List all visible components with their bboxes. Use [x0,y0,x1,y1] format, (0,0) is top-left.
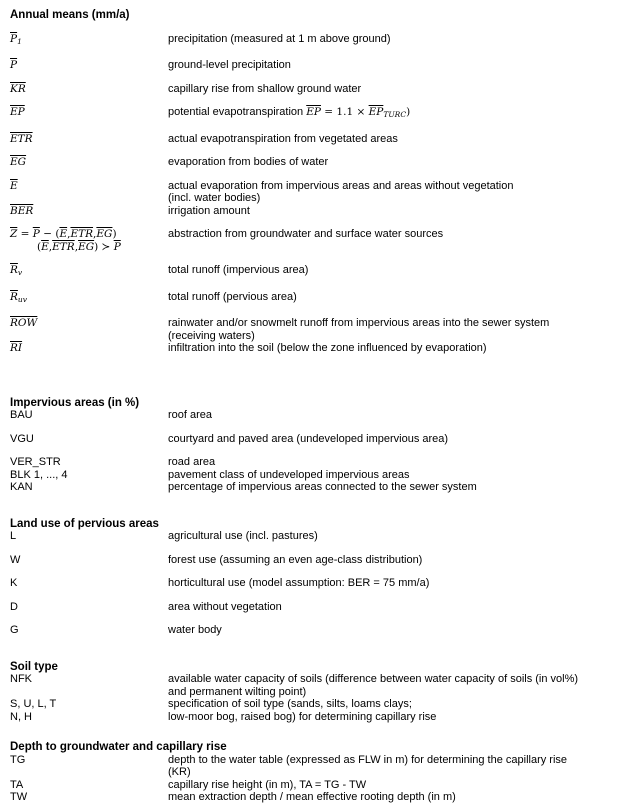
text-token: capillary rise height (in m), TA = TG - TW [168,778,367,791]
section-heading: Land use of pervious areas [10,517,159,530]
text-line [10,156,168,169]
description-cell [168,469,618,482]
text-line [10,59,168,72]
legend-row [10,156,618,169]
text-token: NFK [10,673,32,685]
text-token: K [10,577,18,589]
text-line [168,766,618,779]
text-token: infiltration into the soil (below the zone influenced by evaporation) [168,342,487,354]
math-token: $\overline{P}$ [113,240,121,253]
section-heading: Impervious areas (in %) [10,396,140,409]
math-token: $\overline{E}$ [41,240,49,253]
symbol-cell [10,577,168,590]
description-cell [168,317,618,342]
math-token: ( [37,240,42,253]
text-line [168,456,618,469]
math-token: $\overline{P}$ [10,59,18,71]
legend-row [10,106,618,122]
math-token: , [93,228,97,240]
symbol-cell [10,180,168,193]
math-token: $\overline{R}$ [10,264,18,276]
math-token: , [67,228,71,240]
math-token: $\overline{RI}$ [10,342,23,354]
text-token: courtyard and paved area (undeveloped impervious area) [168,432,449,445]
legend-row [10,754,618,779]
text-line [10,711,168,724]
symbol-cell [10,106,168,119]
text-line [10,291,168,307]
text-line [10,205,168,218]
symbol-cell [10,59,168,72]
symbol-cell [10,530,168,543]
legend-row [10,264,618,280]
description-cell [168,433,618,446]
text-line [168,673,618,686]
description-cell [168,342,618,355]
symbol-cell [10,342,168,355]
math-token: $\overline{KR}$ [10,82,26,95]
legend-row [10,601,618,614]
symbol-cell [10,264,168,280]
legend-row [10,342,618,355]
legend-sections [10,9,618,804]
text-token: W [10,553,21,566]
legend-row [10,711,618,724]
symbol-cell [10,779,168,792]
text-token: low-moor bog, raised bog) for determining capillary rise [168,710,437,723]
symbol-cell [10,624,168,637]
text-token: depth to the water table (expressed as FLW in m) for determining the capillary rise [168,753,568,766]
legend-row [10,779,618,792]
text-token: S, U, L, T [10,698,57,710]
legend-row [10,673,618,698]
text-token: percentage of impervious areas connected to the sewer system [168,481,477,493]
symbol-cell [10,433,168,446]
text-line [10,577,168,590]
legend-row [10,530,618,543]
text-line [168,291,618,304]
legend-row [10,180,618,205]
symbol-cell [10,291,168,307]
text-token: VER_STR [10,456,61,468]
text-line [168,481,618,494]
math-token: 1 [17,36,22,46]
math-token: − ( [39,228,60,240]
legend-row [10,577,618,590]
legend-row [10,624,618,637]
symbol-cell [10,409,168,422]
text-token: TA [10,778,24,791]
text-line [168,554,618,567]
text-line [10,601,168,614]
math-token: = 1.1 × [320,106,369,118]
text-line [10,779,168,792]
text-line [168,433,618,446]
text-line [168,205,618,218]
text-line [10,133,168,146]
section-heading: Annual means (mm/a) [10,9,130,21]
legend-row [10,469,618,482]
description-cell [168,456,618,469]
symbol-cell [10,456,168,469]
text-line [168,317,618,330]
text-line [10,342,168,355]
description-cell [168,409,618,422]
text-line [10,264,168,280]
description-cell [168,577,618,590]
symbol-cell [10,554,168,567]
text-line [168,624,618,637]
legend-row [10,433,618,446]
text-line [168,133,618,146]
text-token: available water capacity of soils (difference between water capacity of soils (in vol%) [168,673,579,685]
text-line [10,624,168,637]
text-line [168,83,618,96]
text-line [168,342,618,355]
text-line [168,409,618,422]
symbol-cell [10,698,168,711]
text-token: (receiving waters) [168,329,255,342]
description-cell [168,228,618,241]
text-token: total runoff (impervious area) [168,264,309,276]
text-token: KAN [10,481,33,493]
text-line [168,530,618,543]
symbol-cell [10,33,168,49]
symbol-cell [10,133,168,146]
math-token: ) ≻ [94,240,114,253]
legend-row [10,791,618,804]
text-line [10,33,168,49]
symbol-cell [10,754,168,767]
text-line [10,791,168,804]
math-token: $\overline{P}$ [32,228,40,240]
symbol-cell [10,601,168,614]
math-token: v [17,268,23,277]
math-token: ) [112,228,117,240]
text-line [168,601,618,614]
text-line [10,469,168,482]
text-line [10,433,168,446]
description-cell [168,601,618,614]
text-line [168,228,618,241]
legend-row [10,33,618,49]
description-cell [168,779,618,792]
math-token: $\overline{P}$ [10,32,18,45]
section-land-use [10,518,618,637]
text-token: pavement class of undeveloped impervious areas [168,468,410,481]
text-token: capillary rise from shallow ground water [168,82,362,95]
text-token: abstraction from groundwater and surface water sources [168,228,444,240]
legend-row [10,228,618,253]
text-token: mean extraction depth / mean effective rooting depth (in m) [168,791,456,803]
math-token: = [17,228,33,240]
symbol-cell [10,711,168,724]
text-line [168,330,618,343]
description-cell [168,59,618,72]
text-token: irrigation amount [168,204,250,217]
section-heading: Soil type [10,660,58,673]
description-cell [168,754,618,779]
math-token: $\overline{Z}$ [10,228,18,240]
text-line [168,469,618,482]
text-token: (incl. water bodies) [168,192,261,204]
text-line [168,791,618,804]
description-cell [168,33,618,46]
description-cell [168,106,618,122]
text-line [168,686,618,699]
description-cell [168,291,618,304]
text-token: forest use (assuming an even age-class distribution) [168,553,423,566]
math-token: TURC [383,110,407,119]
text-line [10,83,168,96]
symbol-cell [10,791,168,804]
text-token: specification of soil type (sands, silts, loams clays; [168,698,412,710]
text-line [168,192,618,205]
text-line [10,554,168,567]
text-token: L [10,530,17,542]
text-token: rainwater and/or snowmelt runoff from impervious areas into the sewer system [168,317,550,329]
text-line [168,779,618,792]
legend-row [10,456,618,469]
text-token: roof area [168,409,213,421]
description-cell [168,673,618,698]
text-line [10,180,168,193]
section-depth-groundwater [10,741,618,804]
text-token: area without vegetation [168,600,282,613]
text-token: road area [168,456,216,468]
legend-row [10,481,618,494]
text-line [168,264,618,277]
text-line [168,577,618,590]
legend-row [10,59,618,72]
text-line [168,180,618,193]
legend-row [10,317,618,342]
text-token: evaporation from bodies of water [168,156,329,168]
math-token: $\overline{ETR}$ [52,240,75,253]
text-line [10,317,168,330]
symbol-cell [10,228,168,253]
math-token: $\overline{EG}$ [78,240,95,253]
legend-row [10,133,618,146]
description-cell [168,711,618,724]
legend-row [10,698,618,711]
description-cell [168,624,618,637]
text-line [10,530,168,543]
description-cell [168,698,618,711]
text-line [168,33,618,46]
math-token: $\overline{EP}$ [10,106,25,118]
description-cell [168,133,618,146]
symbol-cell [10,205,168,218]
math-token: uv [17,294,27,304]
text-line [10,698,168,711]
section-soil-type [10,661,618,724]
text-token: TW [10,791,28,803]
legend-row [10,554,618,567]
math-token: ) [406,106,411,118]
symbol-cell [10,156,168,169]
description-cell [168,481,618,494]
text-line [10,673,168,686]
math-token: $\overline{E}$ [59,228,68,240]
text-line [168,698,618,711]
description-cell [168,554,618,567]
math-token: $\overline{EG}$ [96,228,113,240]
text-token: precipitation (measured at 1 m above ground) [168,32,391,45]
symbol-cell [10,673,168,686]
description-cell [168,530,618,543]
description-cell [168,205,618,218]
text-token: BLK 1, ..., 4 [10,468,68,481]
text-line [168,711,618,724]
text-token: ground-level precipitation [168,59,291,71]
description-cell [168,83,618,96]
text-token: agricultural use (incl. pastures) [168,530,318,542]
text-token: N, H [10,710,32,723]
text-line [10,456,168,469]
math-token: $\overline{EP}$ [306,106,321,118]
section-annual-means [10,9,618,355]
math-token: , [48,240,53,253]
text-line [168,106,618,122]
text-token: horticultural use (model assumption: BER = 75 mm/a) [168,577,430,589]
math-token: $\overline{BER}$ [10,204,34,217]
description-cell [168,791,618,804]
text-token: actual evaporation from impervious areas and areas without vegetation [168,179,514,192]
text-token: total runoff (pervious area) [168,290,297,303]
text-token: water body [168,624,222,636]
legend-row [10,291,618,307]
section-impervious-areas [10,397,618,494]
text-line [168,754,618,767]
description-cell [168,156,618,169]
text-line [10,754,168,767]
text-token: and permanent wilting point) [168,685,307,698]
text-line [168,59,618,72]
legend-row [10,205,618,218]
text-line [10,228,168,241]
description-cell [168,264,618,277]
text-token: D [10,600,18,613]
text-token: G [10,624,19,636]
text-line [10,409,168,422]
math-token: , [74,240,79,253]
text-token: (KR) [168,766,191,778]
legend-row [10,83,618,96]
text-line [10,481,168,494]
symbol-cell [10,317,168,330]
text-line [10,106,168,119]
math-token: $\overline{R}$ [10,290,18,303]
math-token: $\overline{EG}$ [10,156,27,168]
description-cell [168,180,618,205]
symbol-cell [10,469,168,482]
text-line [168,156,618,169]
text-token: VGU [10,432,34,445]
text-token: TG [10,753,26,766]
text-token: actual evapotranspiration from vegetated areas [168,132,398,145]
symbol-cell [10,481,168,494]
math-token: $\overline{ROW}$ [10,317,38,329]
math-token: $\overline{E}$ [10,179,18,192]
math-token: $\overline{EP}$ [368,106,384,118]
math-token: $\overline{ETR}$ [10,132,33,145]
section-heading: Depth to groundwater and capillary rise [10,741,227,753]
text-token: potential evapotranspiration [168,106,307,118]
symbol-cell [10,83,168,96]
text-token: BAU [10,409,33,421]
legend-row [10,409,618,422]
text-line [10,241,168,254]
math-token: $\overline{ETR}$ [70,228,94,240]
